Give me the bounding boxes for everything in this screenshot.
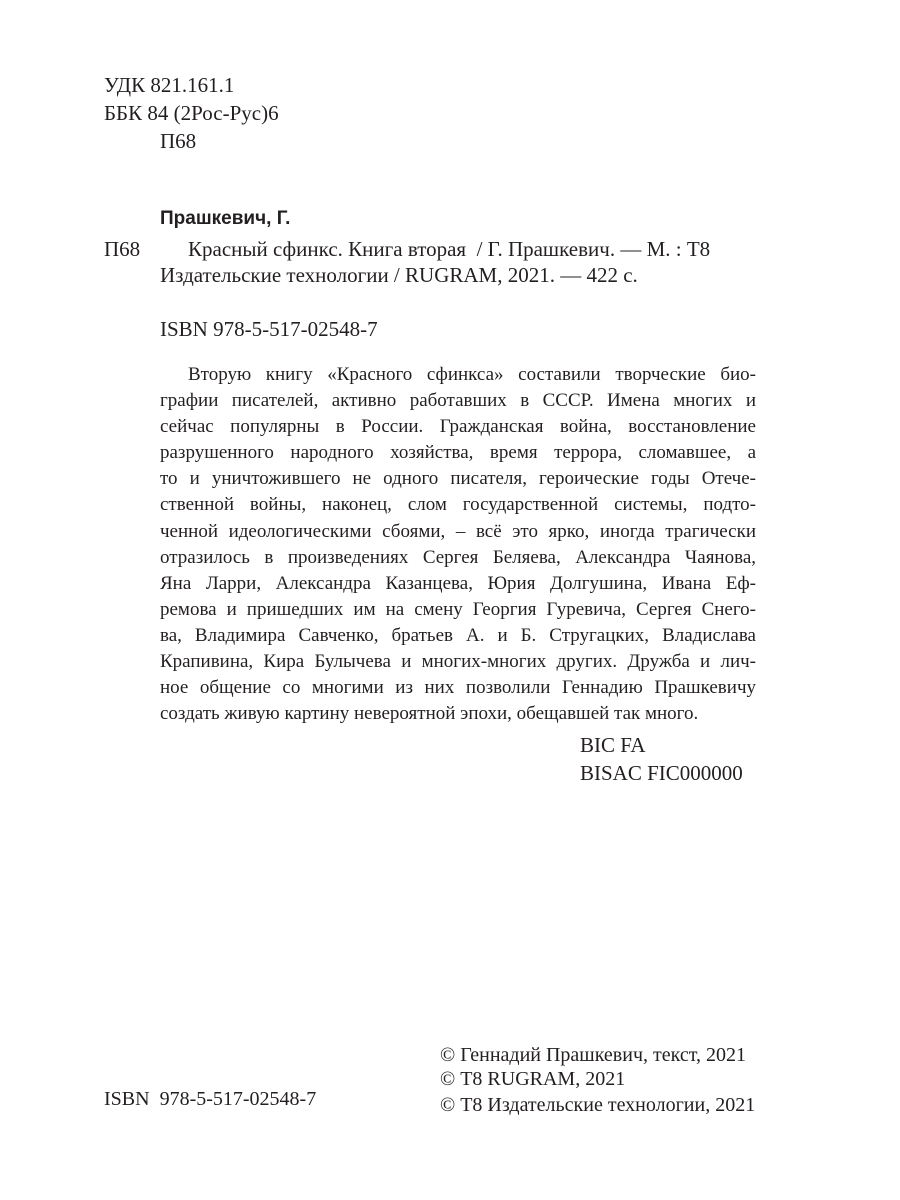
annotation-line: Яна Ларри, Александра Казанцева, Юрия Долгушина, Ивана Еф- <box>160 572 756 594</box>
annotation-paragraph <box>160 362 756 727</box>
author-sign-top: П68 <box>160 129 197 153</box>
bbk-code: ББК 84 (2Рос-Рус)6 <box>104 101 279 125</box>
copyright-author: © Геннадий Прашкевич, текст, 2021 <box>440 1044 746 1066</box>
annotation-line: Крапивина, Кира Булычева и многих-многих других. Дружба и лич- <box>160 651 756 673</box>
bisac-code: BISAC FIC000000 <box>580 761 743 785</box>
record-description-line-2: Издательские технологии / RUGRAM, 2021. — 422 с. <box>160 263 638 287</box>
record-author: Прашкевич, Г. <box>160 208 291 229</box>
annotation-line: то и уничтожившего не одного писателя, героические годы Отече- <box>160 468 756 490</box>
annotation-line: ченной идеологическими сбоями, – всё это ярко, иногда трагически <box>160 520 756 542</box>
author-sign: П68 <box>104 237 141 261</box>
bic-code: BIC FA <box>580 733 646 757</box>
annotation-line: сейчас популярны в России. Гражданская война, восстановление <box>160 416 756 438</box>
annotation-line: Вторую книгу «Красного сфинкса» составили творческие био- <box>188 364 756 385</box>
annotation-line: создать живую картину невероятной эпохи, обещавшей так много. <box>160 703 699 725</box>
copyright-publisher: © Т8 Издательские технологии, 2021 <box>440 1094 756 1116</box>
annotation-line: ственной войны, наконец, слом государственной системы, подто- <box>160 494 756 516</box>
copyright-rugram: © Т8 RUGRAM, 2021 <box>440 1068 626 1090</box>
annotation-line: ва, Владимира Савченко, братьев А. и Б. Стругацких, Владислава <box>160 624 756 646</box>
record-isbn: ISBN 978-5-517-02548-7 <box>160 317 378 341</box>
udk-code: УДК 821.161.1 <box>104 73 235 97</box>
annotation-line: графии писателей, активно работавших в СССР. Имена многих и <box>160 390 756 412</box>
record-description-line-1: Красный сфинкс. Книга вторая / Г. Прашкевич. — М. : Т8 <box>188 237 711 261</box>
annotation-line: отразилось в произведениях Сергея Беляева, Александра Чаянова, <box>160 546 756 568</box>
footer-isbn: ISBN 978-5-517-02548-7 <box>104 1088 317 1110</box>
annotation-line: разрушенного народного хозяйства, время террора, сломавшее, а <box>160 442 756 464</box>
annotation-line: ремова и пришедших им на смену Георгия Гуревича, Сергея Снего- <box>160 598 756 620</box>
annotation-line: ное общение со многими из них позволили Геннадию Прашкевичу <box>160 677 756 699</box>
